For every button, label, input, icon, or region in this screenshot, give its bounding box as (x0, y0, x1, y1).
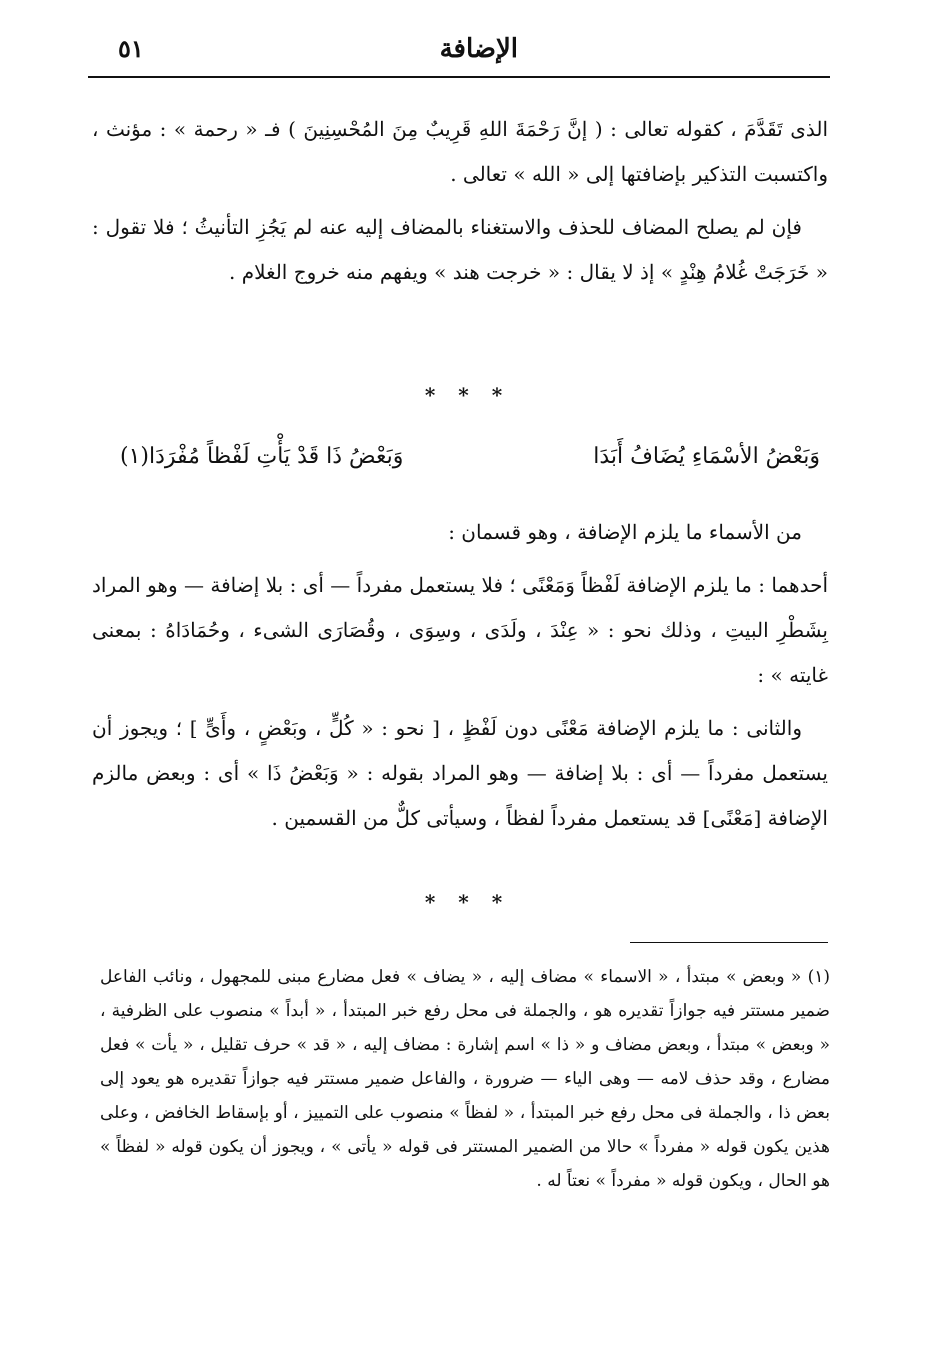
footnote-rule (630, 942, 828, 943)
paragraph: فإن لم يصلح المضاف للحذف والاستغناء بالمضاف إليه عنه لم يَجُزِ التأنيثُ ؛ فلا تقول : « خَرَجَتْ غُلامُ هِنْدٍ » إذ لا يقال : « خرجت هند » ويفهم منه خروج الغلام . (92, 215, 828, 284)
paragraph: من الأسماء ما يلزم الإضافة ، وهو قسمان : (448, 520, 802, 544)
verse-hemistich-2: وَبَعْضُ ذَا قَدْ يَأْتِ لَفْظاً مُفْرَدَا(١) (120, 444, 404, 469)
section-separator: * * * (424, 383, 511, 407)
paragraph: والثانى : ما يلزم الإضافة مَعْنًى دون لَفْظٍ ، [ نحو : « كُلٍّ ، وبَعْضٍ ، وأَىٍّ ] ؛ ويجوز أن يستعمل مفرداً — أى : بلا إضافة — وهو المراد بقوله : « وَبَعْضُ ذَا » أى : وبعض مالزم الإضافة [مَعْنًى] قد يستعمل مفرداً لفظاً ، وسيأتى كلٌّ من القسمين . (92, 716, 828, 830)
section-separator: * * * (424, 890, 511, 914)
verse-line (120, 444, 820, 469)
paragraph: الذى تَقَدَّمَ ، كقوله تعالى : ( إنَّ رَحْمَةَ اللهِ قَرِيبٌ مِنَ المُحْسِنِينَ ) فـ « رحمة » : مؤنث ، واكتسبت التذكير بإضافتها إلى « الله » تعالى . (92, 117, 828, 186)
verse-hemistich-1: وَبَعْضُ الأسْمَاءِ يُضَافُ أَبَدَا (593, 444, 820, 469)
footnote: (١) « وبعض » مبتدأ ، « الاسماء » مضاف إليه ، « يضاف » فعل مضارع مبنى للمجهول ، ونائب الفاعل ضمير مستتر فيه جوازاً تقديره هو ، والجملة فى محل رفع خبر المبتدأ ، « أبداً » منصوب على الظرفية ، « وبعض » مبتدأ ، وبعض مضاف و « ذا » اسم إشارة : مضاف إليه ، « قد » حرف تقليل ، « يأت » فعل مضارع ، وقد حذف لامه — وهى الياء — ضرورة ، والفاعل ضمير مستتر فيه جوازاً تقديره هو يعود إلى بعض ذا ، والجملة فى محل رفع خبر المبتدأ ، « لفظاً » منصوب على التمييز ، أو بإسقاط الخافض ، وعلى هذين يكون قوله « مفرداً » حالا من الضمير المستتر فى قوله « يأتى » ، ويجوز أن يكون قوله « لفظاً » هو الحال ، ويكون قوله « مفرداً » نعتاً له . (100, 967, 830, 1191)
header-rule (88, 76, 830, 78)
running-title: الإضافة (439, 34, 518, 64)
section-1 (92, 107, 828, 303)
section-2 (92, 510, 828, 849)
page-number: ٥١ (118, 34, 144, 63)
paragraph: أحدهما : ما يلزم الإضافة لَفْظاً وَمَعْنًى ؛ فلا يستعمل مفرداً — أى : بلا إضافة — وهو المراد بِشَطْرِ البيتِ ، وذلك نحو : « عِنْدَ ، ولَدَى ، وسِوَى ، وقُصَارَى الشىء ، وحُمَادَاهُ : بمعنى غايته » : (92, 573, 828, 687)
page-header (88, 28, 828, 78)
